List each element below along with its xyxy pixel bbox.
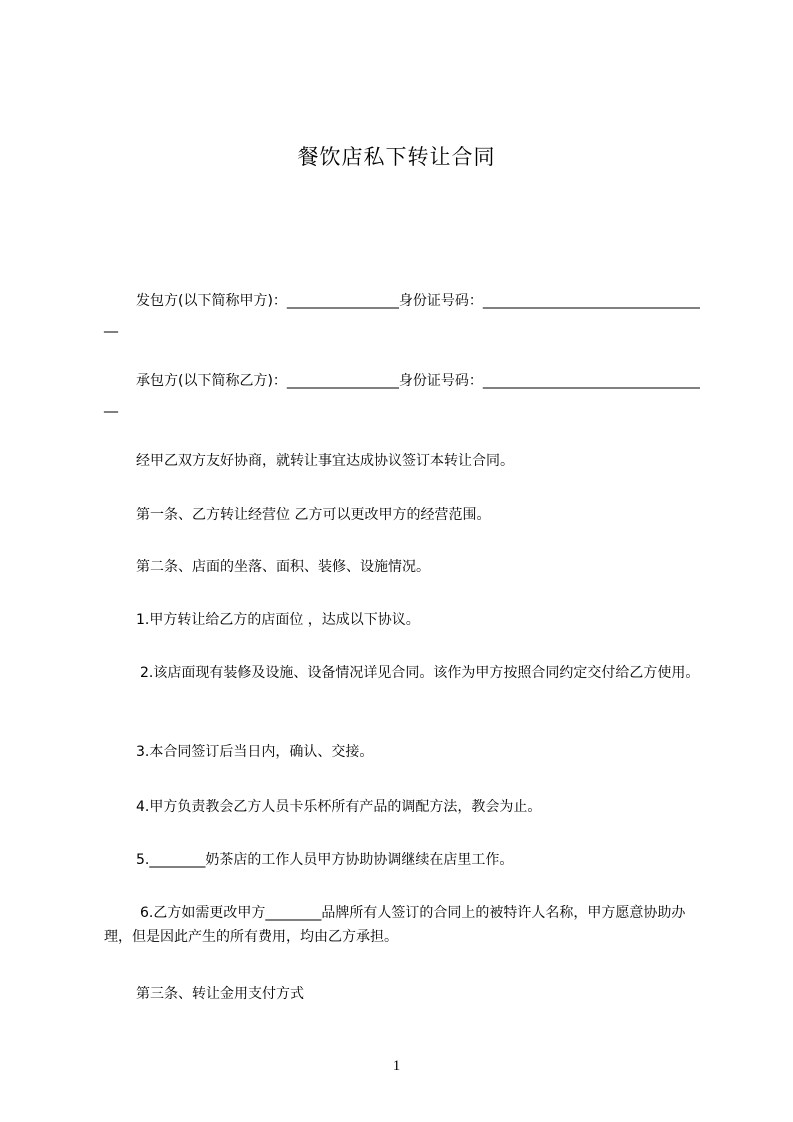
clause-item-6: 6.乙方如需更改甲方________品牌所有人签订的合同上的被特许人名称，甲方愿意协助办理，但是因此产生的所有费用，均由乙方承担。	[104, 905, 686, 945]
page-number: 1	[392, 1058, 401, 1074]
party-b-line: 承包方(以下简称乙方)：________________身份证号码：_________________________________	[104, 373, 700, 413]
article-1-paragraph: 第一条、乙方转让经营位 乙方可以更改甲方的经营范围。	[136, 507, 491, 523]
clause-item-3: 3.本合同签订后当日内，确认、交接。	[136, 744, 374, 760]
clause-item-5: 5.________奶茶店的工作人员甲方协助协调继续在店里工作。	[136, 852, 514, 868]
clause-item-4: 4.甲方负责教会乙方人员卡乐杯所有产品的调配方法，教会为止。	[136, 799, 542, 815]
clause-item-1: 1.甲方转让给乙方的店面位 ，达成以下协议。	[136, 612, 420, 628]
party-a-line: 发包方(以下简称甲方)：________________身份证号码：_________________________________	[104, 293, 700, 333]
document-title: 餐饮店私下转让合同	[297, 145, 496, 169]
clause-item-2: 2.该店面现有装修及设施、设备情况详见合同。该作为甲方按照合同约定交付给乙方使用。	[140, 665, 700, 681]
article-3-heading: 第三条、转让金用支付方式	[136, 986, 304, 1002]
article-2-heading: 第二条、店面的坐落、面积、装修、设施情况。	[136, 559, 430, 575]
preamble-paragraph: 经甲乙双方友好协商，就转让事宜达成协议签订本转让合同。	[136, 453, 514, 469]
